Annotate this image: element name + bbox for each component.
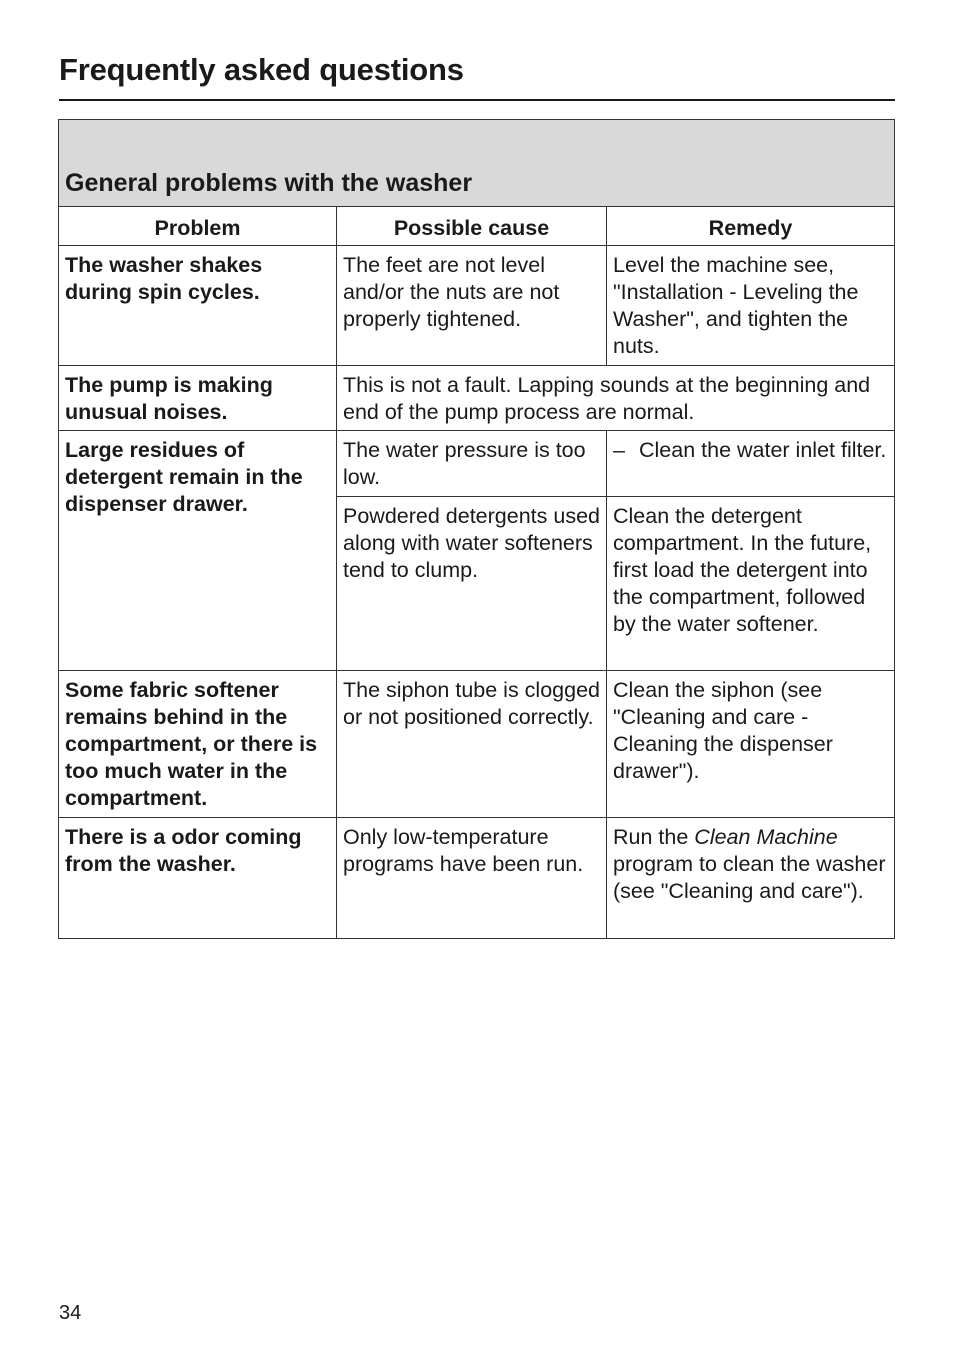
page-title: Frequently asked questions	[59, 52, 464, 87]
remedy-suffix: program to clean the washer (see "Cleaning and care").	[613, 852, 886, 903]
remedy-list-item	[613, 437, 888, 464]
cause-cell: Powdered detergents used along with water softeners tend to clump.	[337, 497, 607, 671]
problem-cell: The washer shakes during spin cycles.	[59, 246, 337, 366]
section-header	[59, 120, 895, 207]
remedy-prefix: Run the	[613, 825, 689, 849]
problem-cell: There is a odor coming from the washer.	[59, 818, 337, 939]
remedy-cell: Level the machine see, "Installation - Leveling the Washer", and tighten the nuts.	[607, 246, 895, 366]
table-row	[59, 246, 895, 366]
problem-cell: Some fabric softener remains behind in the compartment, or there is too much water in the compartment.	[59, 671, 337, 818]
cause-remedy-cell: This is not a fault. Lapping sounds at the beginning and end of the pump process are normal.	[337, 366, 895, 431]
section-header-row	[59, 120, 895, 207]
title-divider	[59, 99, 895, 101]
cause-cell: The siphon tube is clogged or not positioned correctly.	[337, 671, 607, 818]
cause-cell: The water pressure is too low.	[337, 431, 607, 497]
remedy-list-text: Clean the water inlet filter.	[639, 438, 887, 462]
remedy-cell	[607, 818, 895, 939]
column-header-cause: Possible cause	[337, 207, 607, 246]
faq-table	[58, 119, 895, 939]
section-title: General problems with the washer	[65, 169, 473, 197]
column-header-row	[59, 207, 895, 246]
cause-cell: The feet are not level and/or the nuts are not properly tightened.	[337, 246, 607, 366]
dash-bullet: –	[613, 438, 625, 462]
column-header-problem: Problem	[59, 207, 337, 246]
table-row	[59, 366, 895, 431]
column-header-remedy: Remedy	[607, 207, 895, 246]
page-number: 34	[59, 1302, 82, 1324]
program-name: Clean Machine	[694, 825, 838, 849]
problem-cell: The pump is making unusual noises.	[59, 366, 337, 431]
cause-cell: Only low-temperature programs have been run.	[337, 818, 607, 939]
remedy-cell: Clean the detergent compartment. In the future, first load the detergent into the compartment, followed by the water softener.	[607, 497, 895, 671]
table-row	[59, 818, 895, 939]
table-row	[59, 431, 895, 497]
remedy-cell: Clean the siphon (see "Cleaning and care - Cleaning the dispenser drawer").	[607, 671, 895, 818]
problem-cell: Large residues of detergent remain in the dispenser drawer.	[59, 431, 337, 671]
table-row	[59, 671, 895, 818]
remedy-cell	[607, 431, 895, 497]
